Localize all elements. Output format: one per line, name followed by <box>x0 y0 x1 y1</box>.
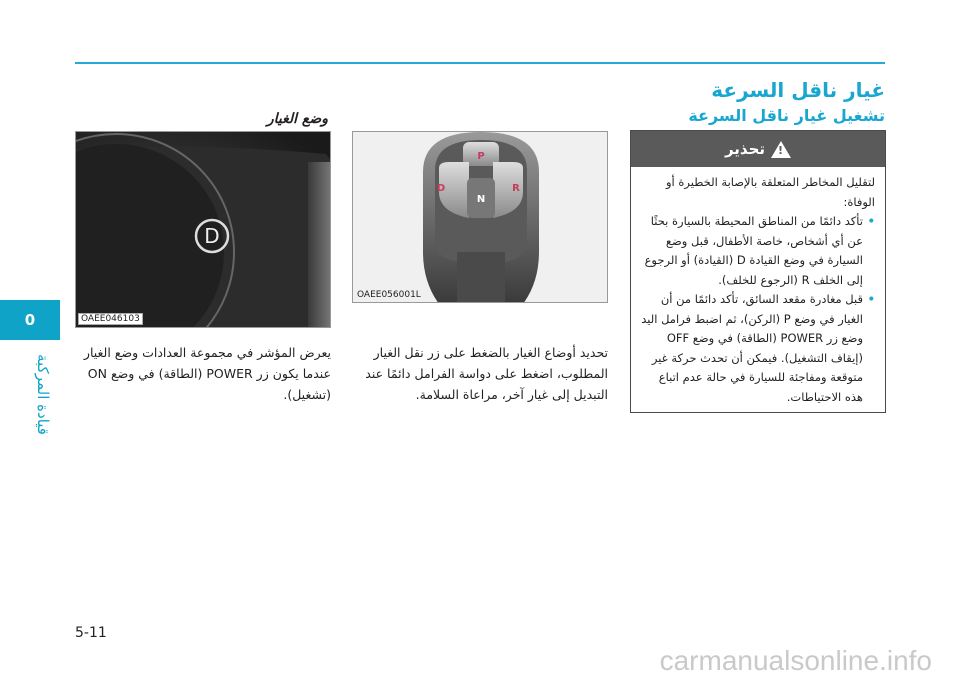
top-rule <box>75 62 885 64</box>
warning-bullet: • قبل مغادرة مقعد السائق، تأكد دائمًا من أن الغيار في وضع P (الركن)، ثم اضبط فرامل اليد وضع زر POWER (الطاقة) في وضع OFF (إيقاف التشغيل). فيمكن أن تحدث حركة غير متوقعة ومفاجئة للسيارة في حالة عدم اتباع هذه الاحتياطات. <box>639 290 863 407</box>
cluster-image <box>75 131 331 328</box>
warning-header <box>631 131 885 167</box>
cluster-illustration <box>76 132 331 328</box>
gear-position-heading: وضع الغيار <box>266 111 328 127</box>
section-title: غيار ناقل السرعة <box>711 78 885 102</box>
shifter-illustration <box>353 132 608 303</box>
shifter-image <box>352 131 608 303</box>
warning-body <box>631 167 885 407</box>
warning-icon <box>771 141 791 158</box>
chapter-tab[interactable]: 0 <box>0 300 60 340</box>
button-r-label: R <box>512 183 520 194</box>
warning-box <box>630 130 886 413</box>
figure2-code: OAEE056001L <box>357 290 421 300</box>
warning-list <box>639 212 875 407</box>
watermark: carmanualsonline.info <box>659 645 932 676</box>
section-subtitle: تشغيل غيار ناقل السرعة <box>688 106 885 125</box>
warning-header-label: تحذير <box>724 140 766 158</box>
d-indicator: D <box>204 224 220 248</box>
button-p-label: P <box>477 151 485 162</box>
button-n-label: N <box>476 194 486 205</box>
figure1-caption <box>75 342 331 405</box>
button-d-label: D <box>436 183 446 194</box>
figure1-code: OAEE046103 <box>78 313 143 325</box>
caption2-text: تحديد أوضاع الغيار بالضغط على زر نقل الغيار المطلوب، اضغط على دواسة الفرامل دائمًا عند التبديل إلى غيار آخر، مراعاة السلامة. <box>365 345 608 402</box>
caption1-text: يعرض المؤشر في مجموعة العدادات وضع الغيار عندما يكون زر POWER (الطاقة) في وضع ON (تشغيل). <box>83 345 331 402</box>
warning-intro: لتقليل المخاطر المتعلقة بالإصابة الخطيرة أو الوفاة: <box>665 175 875 209</box>
page-number: 5-11 <box>75 625 107 641</box>
chapter-label: قيادة المركبة <box>34 353 52 435</box>
warning-bullet: • تأكد دائمًا من المناطق المحيطة بالسيارة بحثًا عن أي أشخاص، خاصة الأطفال، قبل وضع السيارة في وضع القيادة D (القيادة) أو الرجوع إلى الخلف R (الرجوع للخلف). <box>639 212 863 290</box>
figure2-caption <box>352 342 608 405</box>
